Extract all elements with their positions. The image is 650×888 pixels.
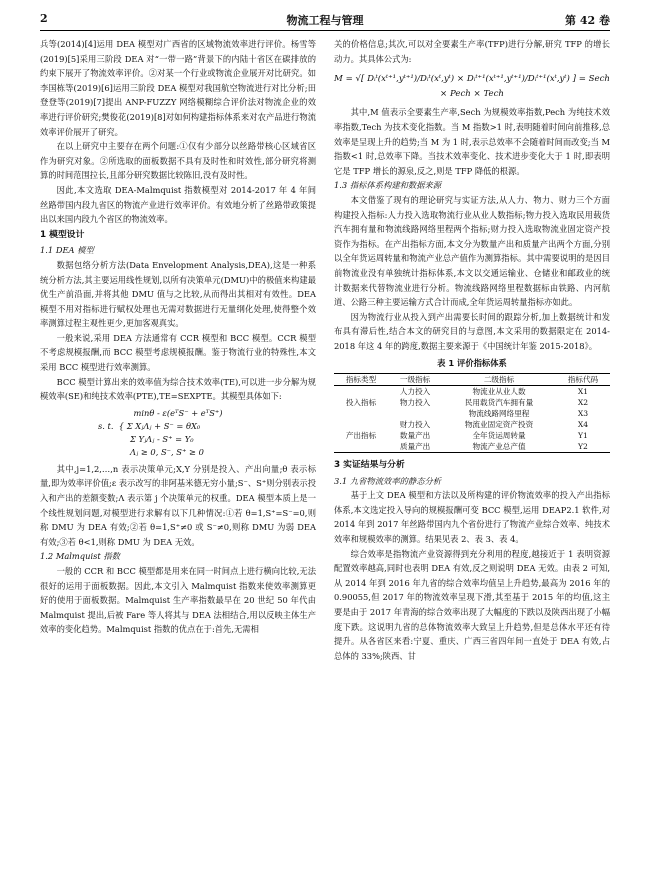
table-cell — [388, 408, 442, 419]
subsection-heading: 1.2 Malmquist 指数 — [40, 551, 120, 562]
journal-title: 物流工程与管理 — [286, 14, 364, 27]
section-heading: 3 实证结果与分析 — [334, 460, 405, 471]
table-cell: 物流产业总产值 — [472, 442, 526, 452]
volume-label: 第 42 卷 — [565, 14, 610, 27]
objective-function: minθ - ε(eᵀS⁻ + eᵀS⁺) — [133, 407, 223, 418]
paragraph: 因为物流行业从投入到产出需要长时间的跟踪分析,加上数据统计和发布具有滞后性,结合本文的研究目的与意图,本文采用的数据限定在 2014-2018 年这 4 年的跨度,数据主要来源于《中国统计年鉴 2015-2018》。 — [334, 311, 610, 351]
column-header: 指标代码 — [567, 375, 599, 385]
table-cell: 质量产出 — [399, 442, 431, 452]
paragraph: 综合效率是指物流产业资源得到充分利用的程度,越接近于 1 表明资源配置效率越高,同时也表明 DEA 有效,反之则说明 DEA 无效。由表 2 可知,从 2014 年到 2016 年九省的综合效率均值呈上升趋势,最高为 2016 年的 0.90055,但 2017 年的物流效率呈现下滑,其至基于 2015 年的均值,这主要是由于 2017 年青海的综合效率出现了大幅度的下跌以及陕西出现了小幅度下跌。这说明九省的总体物流效率大致呈上升趋势,但是总体水平还有待提升。从各省区来看:宁夏、重庆、广西三省四年间一直处于 DEA 有效,占总体的 33%;陕西、甘 — [334, 548, 610, 661]
subject-to-label: s. t. — [98, 420, 114, 431]
paragraph: 一般来说,采用 DEA 方法通常有 CCR 模型和 BCC 模型。CCR 模型不考虑规模报酬,而 BCC 模型考虑规模报酬。鉴于物流行业的特殊性,本文采用 BCC 模型进行效率测算。 — [40, 332, 316, 373]
table-header-row — [334, 374, 610, 386]
subsection-heading: 1.1 DEA 模型 — [40, 245, 94, 256]
paragraph: BCC 模型计算出来的效率值为综合技术效率(TE),可以进一步分解为规模效率(SE)和纯技术效率(PTE),TE=SEXPTE。其模型具体如下: — [40, 376, 316, 402]
table-cell: X4 — [577, 420, 589, 430]
column-header: 一级指标 — [399, 375, 431, 385]
left-column — [40, 37, 316, 637]
table-row — [334, 430, 610, 441]
table-cell: 人力投入 — [399, 387, 431, 397]
table-cell: 民用载货汽车拥有量 — [464, 398, 534, 408]
paragraph: 基于上文 DEA 模型和方法以及所构建的评价物流效率的投入产出指标体系,本文选定投入导向的规模报酬可变 BCC 模型,运用 DEAP2.1 软件,对 2014 年到 2017 年丝路带国内九个省份进行了物流产业综合效率、纯技术效率和规模效率的测算。结果见表 2、表 3、表 4。 — [334, 490, 610, 545]
right-column — [334, 37, 610, 663]
column-header: 二级指标 — [483, 375, 515, 385]
paragraph: 兵等(2014)[4]运用 DEA 模型对广西省的区域物流效率进行评价。杨雪等(2019)[5]采用三阶段 DEA 对“一带一路”背景下的内陆十省区在碳排放的约束下展开了物流效率评价。②对某一个行业或物流企业展开对比研究。如李国栋等(2019)[6]运用三阶段 DEA 模型对我国航空物流进行对比分析;田登登等(2019)[7]提出 ANP-FUZZY 网络模糊综合评价法对物流企业的效率进行评价研究;樊俊花(2019)[8]对如何构建指标体系来对农产品进行物流效率评价展开了研究。 — [40, 39, 316, 137]
table-cell: 产出指标 — [345, 431, 377, 441]
table-cell: 数量产出 — [399, 431, 431, 441]
header-rule — [40, 30, 610, 31]
bcc-formula: minθ - ε(eᵀS⁻ + eᵀS⁺) s. t. { Σ XⱼΛⱼ + S⁻ = θX₀ Σ YⱼΛⱼ - S⁺ = Y₀ Λⱼ ≥ 0, S⁻, S⁺ ≥ 0 — [40, 407, 316, 459]
table-cell — [334, 441, 388, 453]
constraint: Σ XⱼΛⱼ + S⁻ = θX₀ — [126, 420, 201, 431]
table-row — [334, 397, 610, 408]
constraint: Σ YⱼΛⱼ - S⁺ = Y₀ — [130, 433, 194, 444]
table-cell: 全年货运周转量 — [472, 431, 526, 441]
table-cell: X2 — [577, 398, 589, 408]
paragraph: 其中,j=1,2,…,n 表示决策单元;X,Y 分别是投入、产出向量;θ 表示标量,即为效率评价值;ε 表示改写的非阿基米德无穷小量;S⁻、S⁺则分别表示投入和产出的差额变数;Λ 表示第 j 个决策单元的权重。DEA 模型本质上是一个线性规划问题,对模型进行求解有以下几种情况:①若 θ=1,S⁺=S⁻=0,则称 DMU 为 DEA 有效;②若 θ=1,S⁺≠0 或 S⁻≠0,则称 DMU 为弱 DEA 有效;③若 θ<1,则称 DMU 为 DEA 无效。 — [40, 463, 316, 547]
table-cell — [334, 419, 388, 430]
section-heading: 1 模型设计 — [40, 229, 85, 240]
table-row — [334, 386, 610, 398]
table-cell: 投入指标 — [345, 398, 377, 408]
table-cell — [334, 386, 388, 398]
paragraph: 本文借鉴了现有的理论研究与实证方法,从人力、物力、财力三个方面构建投入指标:人力投入选取物流行业从业人数指标;物力投入选取民用载货汽车拥有量和物流线路网络里程两个指标;财力投入选取物流业固定资产投资作为指标。在产出指标方面,本文分为数量产出和质量产出两个方面,分别以全年货运周转量和物流产业总产值作为测算指标。其中需要说明的是因目前物流业没有单独统计指标体系,本文以交通运输业、仓储业和邮政业的统计数据来代替物流业进行分析。物流线路网络里程数据标由铁路、内河航道、公路三种主要运输方式合计而成,全年货运周转量指标亦如此。 — [334, 194, 610, 308]
paragraph: 一般的 CCR 和 BCC 模型都是用来在同一时间点上进行横向比较,无法很好的运用于面板数据。因此,本文引入 Malmquist 指数来使效率测算更好的使用于面板数据。Malmquist 生产率指数最早在 20 世纪 50 年代由 Malmquist 提出,后被 Fare 等人将其与 DEA 法相结合,用以反映主体生产效率的变化趋势。Malmquist 指数的优点在于:首先,无需相 — [40, 566, 316, 635]
table-cell: X1 — [577, 387, 589, 397]
table-cell: 物流业固定资产投资 — [464, 420, 534, 430]
table-cell: Y2 — [578, 442, 588, 452]
subsection-heading: 3.1 九省物流效率的静态分析 — [334, 475, 442, 486]
paragraph: 关的价格信息;其次,可以对全要素生产率(TFP)进行分解,研究 TFP 的增长动力。其具体公式为: — [334, 39, 610, 64]
table-cell: 物力投入 — [399, 398, 431, 408]
page-header — [40, 12, 610, 32]
table-cell: 物流线路网络里程 — [468, 409, 530, 419]
table-cell: 财力投入 — [399, 420, 431, 430]
paragraph: 其中,M 值表示全要素生产率,Sech 为规模效率指数,Pech 为纯技术效率指数,Tech 为技术变化指数。当 M 指数>1 时,表明随着时间向前推移,总效率是呈现上升的趋势;当 M 为 1 时,表示总效率不会随着时间而改变;当 M 指数<1 时,总效率下降。当技术效率变化、技术进步变化大于 1 时,即表明它是 TFP 增长的源泉,反之,则是 TFP 降低的根源。 — [334, 107, 610, 176]
paragraph: 在以上研究中主要存在两个问题:①仅有少部分以丝路带核心区域省区作为研究对象。②所选取的面板数据不具有及时性和时效性,部分研究将测算的时间范围拉长,且部分研究数据比较陈旧,没有及时性。 — [40, 141, 316, 181]
table-row — [334, 441, 610, 453]
indicator-table — [334, 373, 610, 453]
table-cell — [334, 408, 388, 419]
table-cell: 物流业从业人数 — [472, 387, 526, 397]
page-number: 2 — [40, 12, 48, 25]
column-header: 指标类型 — [345, 375, 377, 385]
table-row — [334, 408, 610, 419]
constraint: Λⱼ ≥ 0, S⁻, S⁺ ≥ 0 — [130, 446, 204, 457]
paragraph: 因此,本文选取 DEA-Malmquist 指数模型对 2014-2017 年 4 年间丝路带国内段九省区的物流产业进行效率评价。有效地分析了丝路带政策提出以来国内段九个省区的物流效率。 — [40, 184, 316, 225]
table-caption: 表 1 评价指标体系 — [437, 358, 507, 369]
malmquist-formula: M = √[ Dᵢᵗ(xᵗ⁺¹,yᵗ⁺¹)/Dᵢᵗ(xᵗ,yᵗ) × Dᵢᵗ⁺¹(xᵗ⁺¹,yᵗ⁺¹)/Dᵢᵗ⁺¹(xᵗ,yᵗ) ] = Sech × Pech × Tech — [334, 74, 610, 99]
table-row — [334, 419, 610, 430]
table-cell: X3 — [577, 409, 589, 419]
table-cell: Y1 — [578, 431, 588, 441]
subsection-heading: 1.3 指标体系构建和数据来源 — [334, 180, 442, 191]
paragraph: 数据包络分析方法(Data Envelopment Analysis,DEA),这是一种系统分析方法,其主要运用线性规划,以所有决策单元(DMU)中的极值来构建最优生产前沿面,并将其他 DMU 值与之比较,从而得出其相对有效性。DEA 模型不用对指标进行赋权处理也无需对数据进行无量纲化处理,使得整个效率测算过程主观性更少,更加客观真实。 — [40, 259, 316, 329]
